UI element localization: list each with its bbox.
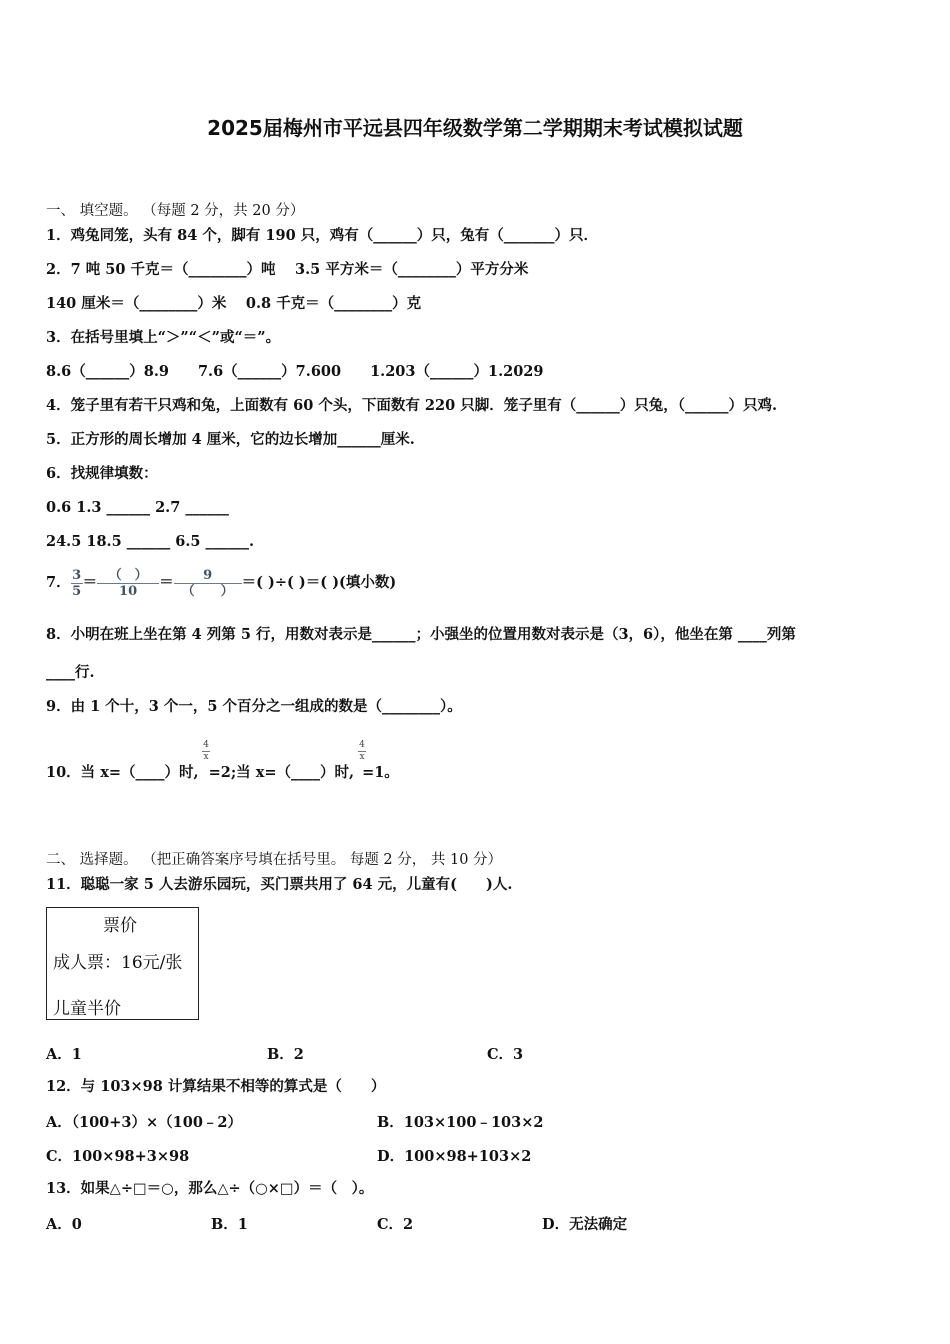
- question-10-part-3: =1。: [362, 764, 399, 781]
- q13-option-d: D．无法确定: [542, 1216, 628, 1233]
- q11-option-b: B．2: [267, 1046, 304, 1063]
- question-7: [46, 565, 396, 601]
- question-6-sequence-1: 0.6 1.3 ______ 2.7 ______: [46, 499, 229, 516]
- fraction-numerator: （ ）: [108, 567, 148, 583]
- fraction-4-over-x: [358, 741, 366, 762]
- equals-sign: ＝: [82, 574, 98, 591]
- question-10: [46, 763, 399, 783]
- question-10-part-2: =2;当 x=（____）时,: [208, 764, 355, 781]
- question-8-line-2: ____行.: [46, 664, 95, 681]
- question-6: 6．找规律填数：: [46, 465, 158, 482]
- q12-option-d: D．100×98+103×2: [377, 1148, 532, 1165]
- question-4: 4．笼子里有若干只鸡和兔，上面数有 60 个头，下面数有 220 只脚．笼子里有（______）只兔，（______）只鸡.: [46, 397, 778, 414]
- fraction-denominator: 5: [72, 583, 82, 599]
- question-7-tail: ＝( )÷( )＝( )(填小数): [241, 574, 397, 591]
- fraction-numerator: 3: [72, 567, 82, 583]
- page-title: 2025届梅州市平远县四年级数学第二学期期末考试模拟试题: [207, 116, 743, 140]
- fraction-blank-10: [97, 569, 159, 598]
- q12-option-c: C．100×98+3×98: [46, 1148, 190, 1165]
- fraction-denominator: x: [359, 752, 365, 762]
- question-5: 5．正方形的周长增加 4 厘米，它的边长增加______厘米.: [46, 431, 415, 448]
- fraction-numerator: 4: [359, 740, 365, 750]
- ticket-title: 票价: [103, 916, 137, 936]
- equals-sign: ＝: [159, 574, 174, 591]
- fraction-denominator: （ ）: [181, 583, 234, 599]
- fraction-3-5: [71, 569, 83, 598]
- question-3-items: 8.6（______）8.9 7.6（______）7.600 1.203（______）1.2029: [46, 363, 544, 380]
- fraction-denominator: 10: [119, 583, 138, 599]
- q13-option-c: C．2: [377, 1216, 414, 1233]
- q11-option-c: C．3: [487, 1046, 524, 1063]
- question-8-line-1: 8．小明在班上坐在第 4 列第 5 行，用数对表示是______；小强坐的位置用数对表示是（3，6），他坐在第 ____列第: [46, 626, 796, 643]
- fraction-4-over-x: [202, 741, 210, 762]
- fraction-denominator: x: [203, 752, 209, 762]
- fraction-numerator: 4: [203, 740, 209, 750]
- question-9: 9．由 1 个十，3 个一，5 个百分之一组成的数是（________）。: [46, 698, 462, 715]
- question-13: 13．如果△÷□＝○，那么△÷（○×□）＝（ ）。: [46, 1180, 374, 1197]
- ticket-child-price: 儿童半价: [53, 999, 121, 1019]
- fraction-9-blank: [174, 569, 242, 598]
- fraction-numerator: 9: [203, 567, 213, 583]
- q11-option-a: A．1: [46, 1046, 82, 1063]
- ticket-adult-price: 成人票：16元/张: [53, 953, 183, 973]
- section-1-heading: 一、 填空题。 （每题 2 分，共 20 分）: [46, 203, 305, 219]
- question-12: 12．与 103×98 计算结果不相等的算式是（ ）: [46, 1078, 386, 1095]
- question-1: 1．鸡兔同笼，头有 84 个，脚有 190 只，鸡有（______）只，兔有（_______）只．: [46, 227, 598, 244]
- question-2-line-1: 2．7 吨 50 千克＝（________）吨 3.5 平方米＝（________）平方分米: [46, 261, 529, 278]
- question-3: 3．在括号里填上“＞”“＜”或“＝”。: [46, 329, 281, 346]
- q13-option-b: B．1: [211, 1216, 248, 1233]
- q12-option-b: B．103×100﹣103×2: [377, 1114, 544, 1131]
- ticket-price-box: [46, 907, 199, 1020]
- q13-option-a: A．0: [46, 1216, 82, 1233]
- question-11: 11．聪聪一家 5 人去游乐园玩，买门票共用了 64 元，儿童有( )人.: [46, 876, 513, 893]
- question-6-sequence-2: 24.5 18.5 ______ 6.5 ______.: [46, 533, 255, 550]
- q12-option-a: A．（100+3）×（100﹣2）: [46, 1114, 243, 1131]
- question-7-label: 7．: [46, 574, 71, 591]
- question-2-line-2: 140 厘米＝（________）米 0.8 千克＝（________）克: [46, 295, 422, 312]
- question-10-part-1: 10．当 x=（____）时,: [46, 764, 199, 781]
- section-2-heading: 二、 选择题。 （把正确答案序号填在括号里。 每题 2 分， 共 10 分）: [46, 852, 503, 868]
